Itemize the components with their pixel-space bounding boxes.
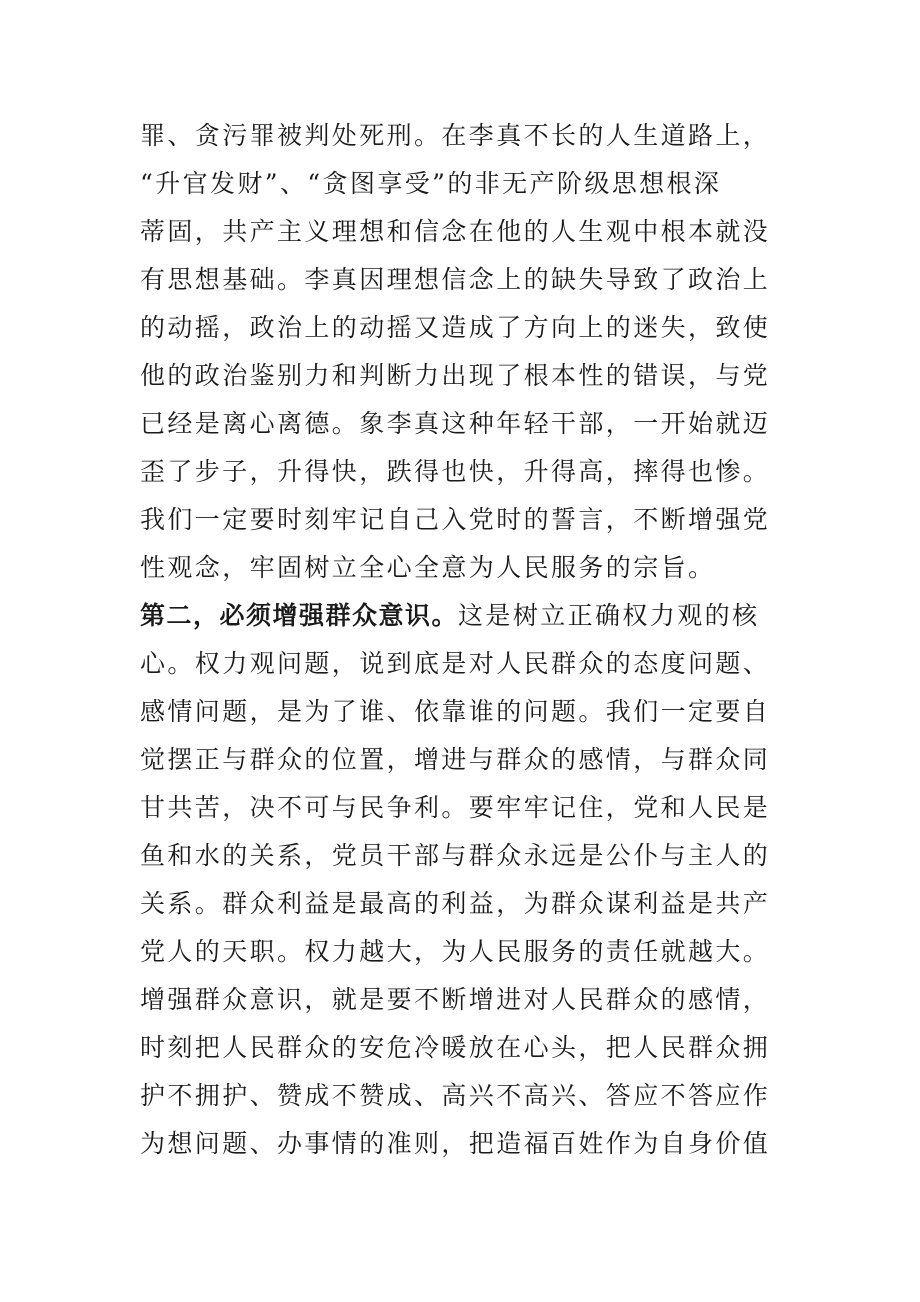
text-line: 心。权力观问题，说到底是对人民群众的态度问题、 [140, 649, 771, 678]
section-heading: 第二，必须增强群众意识。 [140, 601, 459, 630]
text-line: 增强群众意识，就是要不断增进对人民群众的感情， [140, 985, 771, 1014]
text-line: 甘共苦，决不可与民争利。要牢牢记住，党和人民是 [140, 793, 771, 822]
text-line: 鱼和水的关系，党员干部与群众永远是公仆与主人的 [140, 841, 771, 870]
section-heading-rest: 这是树立正确权力观的核 [458, 601, 760, 630]
text-line: 觉摆正与群众的位置，增进与群众的感情，与群众同 [140, 745, 771, 774]
text-line: 关系。群众利益是最高的利益，为群众谋利益是共产 [140, 889, 771, 918]
text-line: 的动摇，政治上的动摇又造成了方向上的迷失，致使 [140, 313, 771, 342]
text-line: 有思想基础。李真因理想信念上的缺失导致了政治上 [140, 265, 771, 294]
document-body [140, 112, 790, 1168]
text-line: 党人的天职。权力越大，为人民服务的责任就越大。 [140, 937, 771, 966]
text-line: 罪、贪污罪被判处死刑。在李真不长的人生道路上， [140, 121, 771, 150]
text-line: 已经是离心离德。象李真这种年轻干部，一开始就迈 [140, 409, 771, 438]
text-line: “升官发财”、“贪图享受”的非无产阶级思想根深 [140, 169, 722, 198]
text-line: 为想问题、办事情的准则，把造福百姓作为自身价值 [140, 1129, 771, 1158]
text-line: 感情问题，是为了谁、依靠谁的问题。我们一定要自 [140, 697, 771, 726]
text-line: 我们一定要时刻牢记自己入党时的誓言，不断增强党 [140, 505, 771, 534]
section-heading-line [140, 592, 790, 640]
text-line: 他的政治鉴别力和判断力出现了根本性的错误，与党 [140, 361, 771, 390]
text-line: 时刻把人民群众的安危冷暖放在心头，把人民群众拥 [140, 1033, 771, 1062]
text-line: 性观念，牢固树立全心全意为人民服务的宗旨。 [140, 553, 716, 582]
text-line: 歪了步子，升得快，跌得也快，升得高，摔得也惨。 [140, 457, 771, 486]
text-line: 护不拥护、赞成不赞成、高兴不高兴、答应不答应作 [140, 1081, 771, 1110]
text-line: 蒂固，共产主义理想和信念在他的人生观中根本就没 [140, 217, 771, 246]
